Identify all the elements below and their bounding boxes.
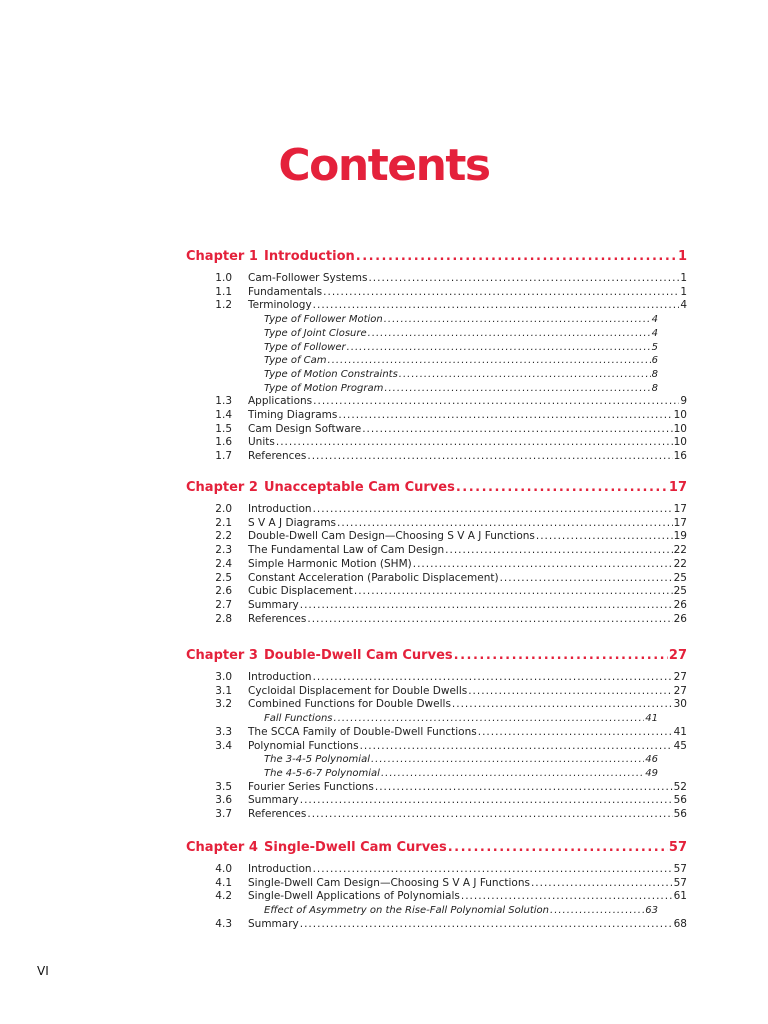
section-title: Introduction — [248, 671, 312, 683]
dot-leader — [334, 712, 645, 725]
section-title: The SCCA Family of Double-Dwell Functions — [248, 725, 477, 738]
section-number: 2.4 — [215, 557, 232, 570]
chapter-label: Chapter 3 — [186, 648, 258, 663]
section-title: References — [248, 450, 307, 463]
section-title: References — [248, 612, 307, 625]
section-number: 2.3 — [215, 544, 232, 557]
subsection-entry — [264, 382, 658, 395]
section-page-number: 4 — [651, 314, 658, 326]
section-title: Introduction — [248, 503, 312, 515]
dot-leader — [313, 671, 673, 684]
section-entry — [186, 794, 687, 807]
section-page-number: 5 — [651, 341, 658, 353]
section-title: Applications — [248, 395, 313, 408]
dot-leader — [313, 299, 680, 312]
dot-leader — [307, 450, 672, 463]
section-entry — [186, 544, 687, 557]
dot-leader — [328, 354, 651, 367]
section-entry — [186, 877, 687, 890]
chapter-title: Double-Dwell Cam Curves — [264, 648, 453, 663]
dot-leader — [368, 327, 651, 340]
subsection-entry — [264, 327, 658, 340]
section-page-number: 8 — [651, 382, 658, 394]
subsection-title: Type of Follower Motion — [264, 314, 383, 326]
section-page-number: 10 — [673, 436, 687, 449]
section-title: Simple Harmonic Motion (SHM) — [248, 557, 412, 570]
dot-leader — [384, 382, 650, 395]
section-title: S V A J Diagrams — [248, 516, 337, 529]
subsection-entry — [264, 354, 658, 367]
section-title: Single-Dwell Cam Design—Choosing S V A J Functions — [248, 876, 530, 889]
page-folio: VI — [37, 964, 49, 978]
dot-leader — [456, 480, 668, 496]
page-title: Contents — [278, 140, 490, 191]
section-page-number: 22 — [673, 544, 687, 557]
subsection-title: Fall Functions — [264, 713, 333, 725]
subsection-title: Type of Motion Program — [264, 382, 384, 394]
section-title: The Fundamental Law of Cam Design — [248, 544, 445, 557]
section-page-number: 30 — [673, 698, 687, 711]
subsection-entry — [264, 341, 658, 354]
section-title: Combined Functions for Double Dwells — [248, 698, 451, 711]
dot-leader — [448, 840, 668, 856]
dot-leader — [550, 904, 644, 917]
section-number: 2.2 — [215, 530, 232, 543]
section-title: Single-Dwell Applications of Polynomials — [248, 890, 460, 903]
chapter-label: Chapter 4 — [186, 840, 258, 855]
subsection-title: Type of Cam — [264, 355, 327, 367]
section-page-number: 63 — [645, 905, 658, 917]
section-page-number: 17 — [673, 516, 687, 529]
section-page-number: 57 — [673, 863, 687, 875]
section-page-number: 45 — [673, 739, 687, 752]
section-entry — [186, 698, 687, 711]
dot-leader — [536, 530, 673, 543]
section-number: 2.8 — [215, 612, 232, 625]
section-title: Fourier Series Functions — [248, 780, 374, 793]
section-page-number: 19 — [673, 530, 687, 543]
subsection-entry — [264, 712, 658, 725]
section-entry — [186, 918, 687, 931]
section-number: 1.2 — [215, 299, 232, 312]
section-page-number: 10 — [673, 422, 687, 435]
section-number: 3.1 — [215, 684, 232, 697]
section-entry — [186, 450, 687, 463]
section-title: Polynomial Functions — [248, 739, 359, 752]
chapter-entry — [186, 840, 687, 856]
section-entry — [186, 613, 687, 626]
section-entry — [186, 726, 687, 739]
section-entry — [186, 808, 687, 821]
section-entry — [186, 558, 687, 571]
section-number: 3.0 — [215, 671, 232, 683]
section-entry — [186, 395, 687, 408]
section-entry — [186, 781, 687, 794]
dot-leader — [381, 767, 644, 780]
section-entry — [186, 286, 687, 299]
section-page-number: 41 — [673, 725, 687, 738]
dot-leader — [362, 423, 672, 436]
section-number: 4.2 — [215, 890, 232, 903]
dot-leader — [307, 613, 672, 626]
section-number: 3.6 — [215, 794, 232, 807]
dot-leader — [368, 272, 679, 285]
section-number: 3.4 — [215, 739, 232, 752]
subsection-entry — [264, 313, 658, 326]
section-title: Constant Acceleration (Parabolic Displacement) — [248, 571, 499, 584]
section-page-number: 26 — [673, 612, 687, 625]
dot-leader — [338, 409, 672, 422]
section-page-number: 46 — [645, 754, 658, 766]
section-title: Cam Design Software — [248, 422, 362, 435]
section-number: 3.5 — [215, 780, 232, 793]
section-entry — [186, 863, 687, 876]
section-title: Introduction — [248, 863, 312, 875]
section-number: 1.7 — [215, 450, 232, 463]
subsection-title: Effect of Asymmetry on the Rise-Fall Polynomial Solution — [264, 905, 550, 917]
dot-leader — [313, 503, 673, 516]
dot-leader — [300, 794, 673, 807]
section-number: 2.0 — [215, 503, 232, 515]
section-entry — [186, 409, 687, 422]
section-title: Timing Diagrams — [248, 409, 338, 421]
section-page-number: 10 — [673, 409, 687, 421]
section-entry — [186, 740, 687, 753]
section-page-number: 27 — [673, 684, 687, 697]
section-page-number: 4 — [651, 327, 658, 339]
section-number: 1.6 — [215, 436, 232, 449]
section-number: 3.7 — [215, 808, 232, 820]
chapter-label: Chapter 1 — [186, 249, 258, 264]
subsection-title: Type of Follower — [264, 341, 346, 353]
section-number: 1.1 — [215, 285, 232, 298]
dot-leader — [300, 918, 673, 931]
section-entry — [186, 436, 687, 449]
section-number: 1.0 — [215, 272, 232, 284]
dot-leader — [371, 753, 644, 766]
section-title: References — [248, 808, 307, 820]
subsection-title: The 3-4-5 Polynomial — [264, 754, 370, 766]
section-page-number: 56 — [673, 794, 687, 807]
section-entry — [186, 530, 687, 543]
section-title: Fundamentals — [248, 285, 323, 298]
section-title: Terminology — [248, 299, 312, 312]
section-number: 1.4 — [215, 409, 232, 421]
dot-leader — [399, 368, 651, 381]
section-entry — [186, 517, 687, 530]
chapter-entry — [186, 480, 687, 496]
subsection-entry — [264, 368, 658, 381]
section-page-number: 6 — [651, 355, 658, 367]
section-page-number: 68 — [673, 917, 687, 930]
section-number: 1.3 — [215, 395, 232, 408]
section-number: 3.2 — [215, 698, 232, 711]
section-page-number: 1 — [680, 272, 687, 284]
chapter-page-number: 27 — [668, 648, 687, 663]
section-number: 2.1 — [215, 516, 232, 529]
section-page-number: 16 — [673, 450, 687, 463]
subsection-title: Type of Joint Closure — [264, 327, 367, 339]
section-number: 2.7 — [215, 598, 232, 611]
section-title: Summary — [248, 917, 299, 930]
subsection-entry — [264, 904, 658, 917]
dot-leader — [276, 436, 673, 449]
section-page-number: 49 — [645, 767, 658, 779]
dot-leader — [354, 585, 673, 598]
section-number: 3.3 — [215, 725, 232, 738]
section-entry — [186, 299, 687, 312]
dot-leader — [360, 740, 673, 753]
section-number: 2.5 — [215, 571, 232, 584]
section-page-number: 61 — [673, 890, 687, 903]
dot-leader — [452, 698, 673, 711]
section-number: 4.3 — [215, 917, 232, 930]
dot-leader — [413, 558, 673, 571]
dot-leader — [347, 341, 651, 354]
chapter-entry — [186, 249, 687, 265]
dot-leader — [313, 395, 679, 408]
dot-leader — [478, 726, 673, 739]
dot-leader — [337, 517, 673, 530]
dot-leader — [445, 544, 672, 557]
section-page-number: 26 — [673, 598, 687, 611]
chapter-title: Unacceptable Cam Curves — [264, 480, 455, 495]
section-page-number: 17 — [673, 503, 687, 515]
section-entry — [186, 685, 687, 698]
chapter-page-number: 1 — [677, 249, 687, 264]
section-entry — [186, 423, 687, 436]
section-entry — [186, 890, 687, 903]
dot-leader — [300, 599, 673, 612]
section-number: 4.0 — [215, 863, 232, 875]
section-number: 1.5 — [215, 422, 232, 435]
section-page-number: 9 — [680, 395, 687, 408]
chapter-entry — [186, 648, 687, 664]
section-page-number: 4 — [680, 299, 687, 312]
section-entry — [186, 585, 687, 598]
section-page-number: 25 — [673, 585, 687, 598]
chapter-page-number: 57 — [668, 840, 687, 855]
section-number: 2.6 — [215, 585, 232, 598]
section-page-number: 8 — [651, 368, 658, 380]
section-page-number: 27 — [673, 671, 687, 683]
dot-leader — [461, 890, 673, 903]
section-page-number: 56 — [673, 808, 687, 820]
section-title: Cubic Displacement — [248, 585, 353, 598]
dot-leader — [531, 877, 673, 890]
section-title: Cam-Follower Systems — [248, 272, 368, 284]
section-entry — [186, 599, 687, 612]
section-number: 4.1 — [215, 876, 232, 889]
chapter-label: Chapter 2 — [186, 480, 258, 495]
dot-leader — [375, 781, 673, 794]
dot-leader — [500, 572, 673, 585]
section-entry — [186, 503, 687, 516]
section-page-number: 57 — [673, 876, 687, 889]
section-page-number: 22 — [673, 557, 687, 570]
dot-leader — [454, 648, 668, 664]
chapter-title: Introduction — [264, 249, 355, 264]
subsection-title: The 4-5-6-7 Polynomial — [264, 767, 380, 779]
section-page-number: 52 — [673, 780, 687, 793]
dot-leader — [307, 808, 672, 821]
dot-leader — [356, 249, 677, 265]
section-page-number: 1 — [680, 285, 687, 298]
subsection-entry — [264, 753, 658, 766]
section-page-number: 41 — [645, 713, 658, 725]
dot-leader — [384, 313, 651, 326]
section-entry — [186, 272, 687, 285]
chapter-page-number: 17 — [668, 480, 687, 495]
section-title: Cycloidal Displacement for Double Dwells — [248, 684, 468, 697]
section-entry — [186, 572, 687, 585]
section-entry — [186, 671, 687, 684]
section-title: Summary — [248, 794, 299, 807]
section-title: Units — [248, 436, 275, 449]
section-title: Summary — [248, 598, 299, 611]
dot-leader — [323, 286, 679, 299]
section-title: Double-Dwell Cam Design—Choosing S V A J Functions — [248, 530, 535, 543]
subsection-title: Type of Motion Constraints — [264, 368, 398, 380]
section-page-number: 25 — [673, 571, 687, 584]
chapter-title: Single-Dwell Cam Curves — [264, 840, 447, 855]
dot-leader — [313, 863, 673, 876]
subsection-entry — [264, 767, 658, 780]
dot-leader — [468, 685, 672, 698]
